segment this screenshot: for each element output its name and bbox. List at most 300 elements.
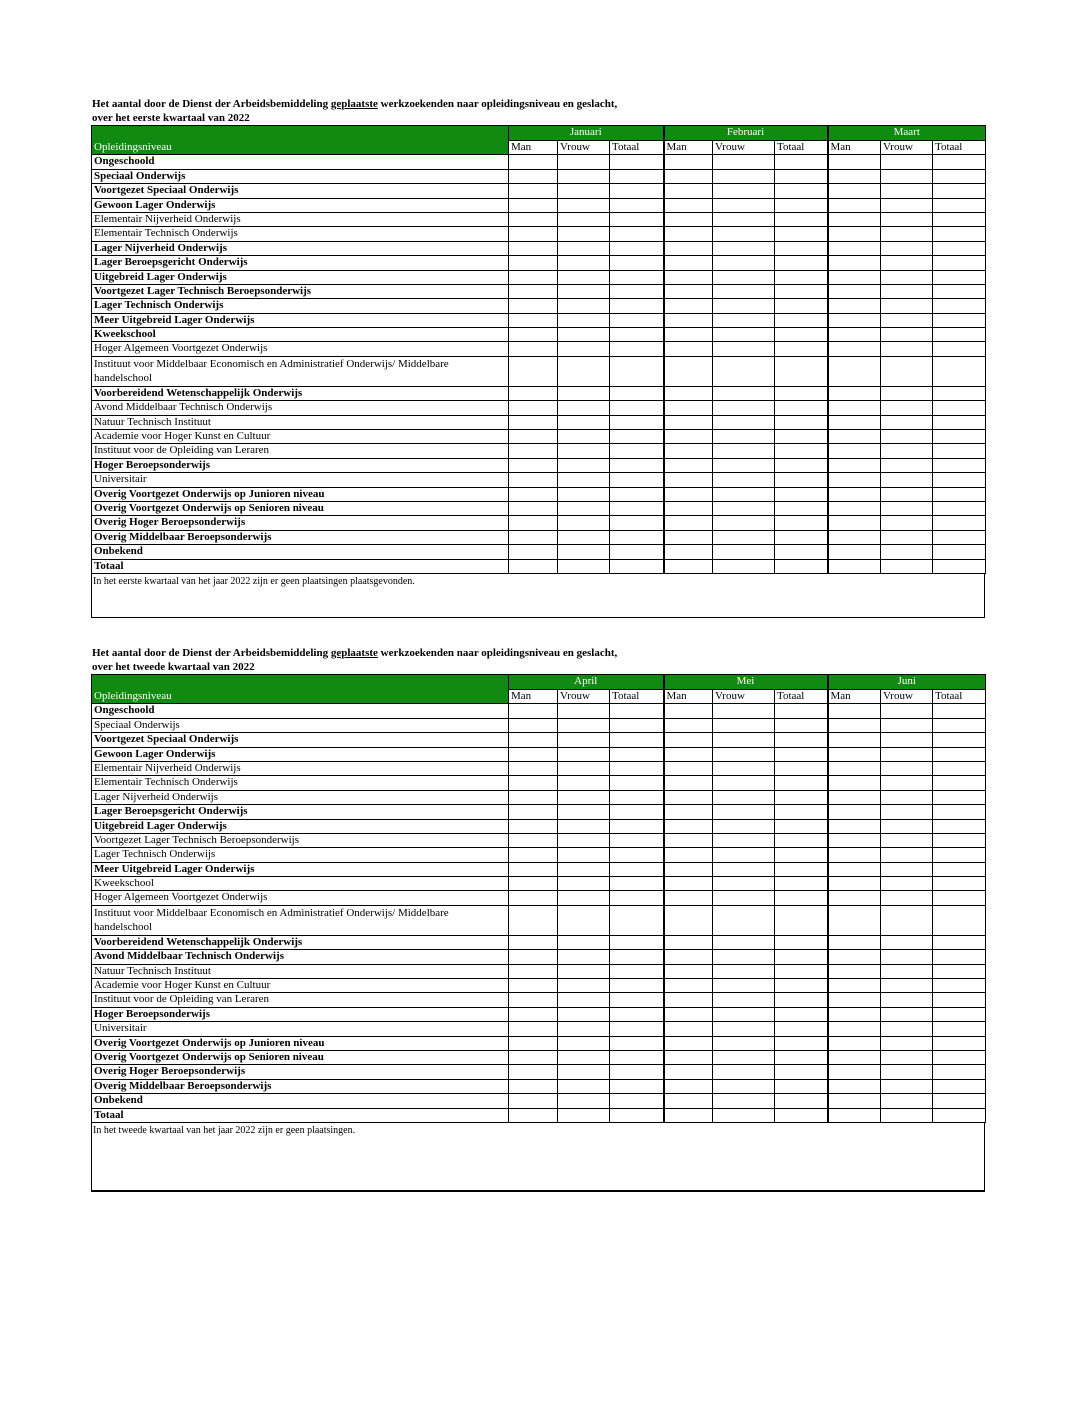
value-cell xyxy=(933,1079,986,1093)
value-cell xyxy=(558,862,610,876)
level-label: Overig Middelbaar Beroepsonderwijs xyxy=(92,1079,509,1093)
value-cell xyxy=(933,487,986,501)
value-cell xyxy=(713,805,775,819)
value-cell xyxy=(558,198,610,212)
value-cell xyxy=(610,1007,664,1021)
value-cell xyxy=(664,848,713,862)
month-header: Februari xyxy=(664,126,828,141)
value-cell xyxy=(610,386,664,400)
table-row xyxy=(92,501,986,515)
value-cell xyxy=(775,155,828,169)
level-column-header: Opleidingsniveau xyxy=(92,690,509,704)
value-cell xyxy=(509,761,558,775)
title-underlined-word: geplaatste xyxy=(330,647,378,659)
value-cell xyxy=(610,530,664,544)
value-cell xyxy=(713,473,775,487)
value-cell xyxy=(509,342,558,356)
value-cell xyxy=(664,284,713,298)
level-label: Totaal xyxy=(92,559,509,573)
value-cell xyxy=(509,473,558,487)
value-cell xyxy=(933,819,986,833)
value-cell xyxy=(881,270,933,284)
value-cell xyxy=(933,401,986,415)
value-cell xyxy=(509,227,558,241)
value-cell xyxy=(713,241,775,255)
table-row xyxy=(92,891,986,905)
value-cell xyxy=(933,328,986,342)
table-row xyxy=(92,993,986,1007)
value-cell xyxy=(558,1108,610,1122)
value-cell xyxy=(558,1079,610,1093)
table-row xyxy=(92,284,986,298)
gender-column-header: Vrouw xyxy=(713,690,775,704)
level-label: Meer Uitgebreid Lager Onderwijs xyxy=(92,313,509,327)
value-cell xyxy=(775,1065,828,1079)
value-cell xyxy=(509,313,558,327)
value-cell xyxy=(509,1007,558,1021)
value-cell xyxy=(558,169,610,183)
level-label: Elementair Technisch Onderwijs xyxy=(92,227,509,241)
value-cell xyxy=(664,299,713,313)
value-cell xyxy=(933,184,986,198)
value-cell xyxy=(509,284,558,298)
value-cell xyxy=(828,184,881,198)
value-cell xyxy=(881,386,933,400)
value-cell xyxy=(933,212,986,226)
value-cell xyxy=(664,516,713,530)
value-cell xyxy=(610,1050,664,1064)
value-cell xyxy=(664,1108,713,1122)
level-label: Overig Voortgezet Onderwijs op Senioren niveau xyxy=(92,501,509,515)
value-cell xyxy=(664,1050,713,1064)
value-cell xyxy=(775,848,828,862)
level-label: Universitair xyxy=(92,473,509,487)
value-cell xyxy=(713,458,775,472)
value-cell xyxy=(610,1036,664,1050)
table-subtitle: over het tweede kwartaal van 2022 xyxy=(92,661,255,673)
value-cell xyxy=(664,891,713,905)
value-cell xyxy=(509,501,558,515)
value-cell xyxy=(933,805,986,819)
value-cell xyxy=(933,386,986,400)
table-row xyxy=(92,227,986,241)
value-cell xyxy=(509,241,558,255)
value-cell xyxy=(509,905,558,935)
value-cell xyxy=(664,747,713,761)
value-cell xyxy=(558,733,610,747)
level-label: Instituut voor de Opleiding van Leraren xyxy=(92,444,509,458)
value-cell xyxy=(881,227,933,241)
value-cell xyxy=(610,430,664,444)
table-row xyxy=(92,184,986,198)
level-label: Instituut voor de Opleiding van Leraren xyxy=(92,993,509,1007)
level-label: Gewoon Lager Onderwijs xyxy=(92,198,509,212)
value-cell xyxy=(713,328,775,342)
table-row xyxy=(92,559,986,573)
value-cell xyxy=(509,950,558,964)
value-cell xyxy=(933,169,986,183)
value-cell xyxy=(775,1022,828,1036)
level-label: Kweekschool xyxy=(92,328,509,342)
level-label: Hoger Algemeen Voortgezet Onderwijs xyxy=(92,891,509,905)
value-cell xyxy=(775,993,828,1007)
value-cell xyxy=(509,790,558,804)
footnote: In het tweede kwartaal van het jaar 2022 zijn er geen plaatsingen. xyxy=(91,1123,985,1192)
value-cell xyxy=(664,877,713,891)
level-label: Hoger Algemeen Voortgezet Onderwijs xyxy=(92,342,509,356)
value-cell xyxy=(828,1094,881,1108)
value-cell xyxy=(828,1108,881,1122)
title-text: Het aantal door de Dienst der Arbeidsbemiddeling xyxy=(92,98,331,110)
value-cell xyxy=(713,559,775,573)
value-cell xyxy=(933,1007,986,1021)
value-cell xyxy=(558,1094,610,1108)
value-cell xyxy=(509,155,558,169)
value-cell xyxy=(828,356,881,386)
value-cell xyxy=(881,776,933,790)
value-cell xyxy=(558,950,610,964)
value-cell xyxy=(509,256,558,270)
value-cell xyxy=(881,1094,933,1108)
value-cell xyxy=(713,444,775,458)
value-cell xyxy=(775,241,828,255)
level-label: Universitair xyxy=(92,1022,509,1036)
value-cell xyxy=(713,1108,775,1122)
value-cell xyxy=(713,1050,775,1064)
table-row xyxy=(92,169,986,183)
value-cell xyxy=(713,184,775,198)
value-cell xyxy=(509,848,558,862)
value-cell xyxy=(664,313,713,327)
value-cell xyxy=(775,1007,828,1021)
value-cell xyxy=(713,790,775,804)
value-cell xyxy=(664,270,713,284)
value-cell xyxy=(828,1050,881,1064)
value-cell xyxy=(558,386,610,400)
value-cell xyxy=(610,950,664,964)
gender-column-header: Man xyxy=(509,141,558,155)
value-cell xyxy=(775,833,828,847)
value-cell xyxy=(509,776,558,790)
value-cell xyxy=(558,747,610,761)
value-cell xyxy=(775,891,828,905)
table-row xyxy=(92,155,986,169)
value-cell xyxy=(664,776,713,790)
value-cell xyxy=(881,1007,933,1021)
value-cell xyxy=(558,1065,610,1079)
level-column-header: Opleidingsniveau xyxy=(92,141,509,155)
value-cell xyxy=(610,356,664,386)
value-cell xyxy=(775,342,828,356)
value-cell xyxy=(881,545,933,559)
value-cell xyxy=(881,313,933,327)
value-cell xyxy=(881,979,933,993)
value-cell xyxy=(664,704,713,718)
value-cell xyxy=(933,950,986,964)
title-underlined-word: geplaatste xyxy=(330,98,378,110)
value-cell xyxy=(509,386,558,400)
value-cell xyxy=(558,227,610,241)
value-cell xyxy=(610,979,664,993)
gender-column-header: Vrouw xyxy=(881,690,933,704)
level-label: Voorbereidend Wetenschappelijk Onderwijs xyxy=(92,935,509,949)
value-cell xyxy=(828,905,881,935)
value-cell xyxy=(509,1050,558,1064)
value-cell xyxy=(828,862,881,876)
value-cell xyxy=(558,415,610,429)
gender-column-header: Totaal xyxy=(775,690,828,704)
level-label: Avond Middelbaar Technisch Onderwijs xyxy=(92,950,509,964)
value-cell xyxy=(610,1079,664,1093)
value-cell xyxy=(664,473,713,487)
value-cell xyxy=(828,530,881,544)
table-row xyxy=(92,1050,986,1064)
table-row xyxy=(92,848,986,862)
value-cell xyxy=(933,356,986,386)
value-cell xyxy=(933,1108,986,1122)
value-cell xyxy=(775,718,828,732)
value-cell xyxy=(664,1036,713,1050)
value-cell xyxy=(933,761,986,775)
value-cell xyxy=(610,299,664,313)
value-cell xyxy=(828,155,881,169)
value-cell xyxy=(933,747,986,761)
table-row xyxy=(92,979,986,993)
value-cell xyxy=(828,848,881,862)
value-cell xyxy=(509,733,558,747)
value-cell xyxy=(933,270,986,284)
value-cell xyxy=(775,299,828,313)
value-cell xyxy=(664,950,713,964)
value-cell xyxy=(558,761,610,775)
value-cell xyxy=(610,501,664,515)
gender-column-header: Vrouw xyxy=(713,141,775,155)
gender-column-header: Totaal xyxy=(933,690,986,704)
value-cell xyxy=(828,559,881,573)
value-cell xyxy=(933,1050,986,1064)
value-cell xyxy=(664,559,713,573)
level-label: Voortgezet Speciaal Onderwijs xyxy=(92,184,509,198)
value-cell xyxy=(933,155,986,169)
value-cell xyxy=(713,342,775,356)
value-cell xyxy=(828,877,881,891)
value-cell xyxy=(933,241,986,255)
header-blank-cell xyxy=(92,126,509,141)
value-cell xyxy=(933,559,986,573)
gender-column-header: Vrouw xyxy=(881,141,933,155)
table-row xyxy=(92,530,986,544)
value-cell xyxy=(933,718,986,732)
value-cell xyxy=(713,313,775,327)
level-label: Lager Technisch Onderwijs xyxy=(92,848,509,862)
level-label: Academie voor Hoger Kunst en Cultuur xyxy=(92,979,509,993)
value-cell xyxy=(881,256,933,270)
value-cell xyxy=(610,184,664,198)
value-cell xyxy=(775,473,828,487)
value-cell xyxy=(828,284,881,298)
value-cell xyxy=(558,1050,610,1064)
value-cell xyxy=(610,891,664,905)
value-cell xyxy=(558,1036,610,1050)
value-cell xyxy=(713,212,775,226)
level-label: Uitgebreid Lager Onderwijs xyxy=(92,270,509,284)
value-cell xyxy=(509,935,558,949)
value-cell xyxy=(775,313,828,327)
value-cell xyxy=(610,342,664,356)
level-label: Overig Hoger Beroepsonderwijs xyxy=(92,516,509,530)
value-cell xyxy=(713,155,775,169)
gender-column-header: Man xyxy=(664,141,713,155)
level-label: Totaal xyxy=(92,1108,509,1122)
value-cell xyxy=(881,993,933,1007)
value-cell xyxy=(713,415,775,429)
value-cell xyxy=(664,1079,713,1093)
value-cell xyxy=(664,458,713,472)
value-cell xyxy=(713,169,775,183)
value-cell xyxy=(610,877,664,891)
value-cell xyxy=(933,198,986,212)
level-label: Hoger Beroepsonderwijs xyxy=(92,458,509,472)
value-cell xyxy=(828,704,881,718)
value-cell xyxy=(558,241,610,255)
value-cell xyxy=(828,545,881,559)
value-cell xyxy=(664,733,713,747)
value-cell xyxy=(664,184,713,198)
value-cell xyxy=(509,862,558,876)
value-cell xyxy=(664,169,713,183)
value-cell xyxy=(610,704,664,718)
value-cell xyxy=(509,1094,558,1108)
value-cell xyxy=(881,891,933,905)
value-cell xyxy=(828,342,881,356)
value-cell xyxy=(610,284,664,298)
value-cell xyxy=(664,1094,713,1108)
value-cell xyxy=(610,862,664,876)
value-cell xyxy=(509,458,558,472)
value-cell xyxy=(509,1108,558,1122)
level-label: Voortgezet Lager Technisch Beroepsonderwijs xyxy=(92,284,509,298)
value-cell xyxy=(713,979,775,993)
table-row xyxy=(92,241,986,255)
table-row xyxy=(92,776,986,790)
value-cell xyxy=(713,733,775,747)
value-cell xyxy=(713,501,775,515)
value-cell xyxy=(775,905,828,935)
value-cell xyxy=(828,819,881,833)
value-cell xyxy=(933,256,986,270)
value-cell xyxy=(881,747,933,761)
value-cell xyxy=(664,790,713,804)
value-cell xyxy=(610,993,664,1007)
table-row xyxy=(92,342,986,356)
value-cell xyxy=(610,805,664,819)
value-cell xyxy=(664,862,713,876)
value-cell xyxy=(933,733,986,747)
value-cell xyxy=(713,776,775,790)
value-cell xyxy=(664,1022,713,1036)
level-label: Academie voor Hoger Kunst en Cultuur xyxy=(92,430,509,444)
value-cell xyxy=(610,1065,664,1079)
value-cell xyxy=(933,430,986,444)
value-cell xyxy=(558,964,610,978)
value-cell xyxy=(664,1007,713,1021)
value-cell xyxy=(881,430,933,444)
value-cell xyxy=(775,430,828,444)
value-cell xyxy=(713,950,775,964)
value-cell xyxy=(775,819,828,833)
table-row xyxy=(92,862,986,876)
value-cell xyxy=(610,848,664,862)
value-cell xyxy=(828,761,881,775)
value-cell xyxy=(881,516,933,530)
gender-column-header: Totaal xyxy=(775,141,828,155)
value-cell xyxy=(610,833,664,847)
value-cell xyxy=(828,401,881,415)
value-cell xyxy=(610,964,664,978)
value-cell xyxy=(558,833,610,847)
value-cell xyxy=(881,1108,933,1122)
value-cell xyxy=(509,1079,558,1093)
level-label: Voortgezet Lager Technisch Beroepsonderwijs xyxy=(92,833,509,847)
value-cell xyxy=(664,227,713,241)
value-cell xyxy=(610,761,664,775)
value-cell xyxy=(775,356,828,386)
value-cell xyxy=(881,356,933,386)
value-cell xyxy=(933,299,986,313)
value-cell xyxy=(775,950,828,964)
placements-table xyxy=(91,125,986,574)
value-cell xyxy=(881,877,933,891)
value-cell xyxy=(664,761,713,775)
value-cell xyxy=(509,993,558,1007)
value-cell xyxy=(713,487,775,501)
value-cell xyxy=(775,1050,828,1064)
level-label: Instituut voor Middelbaar Economisch en Administratief Onderwijs/ Middelbare handelschool xyxy=(92,905,509,935)
value-cell xyxy=(775,444,828,458)
value-cell xyxy=(610,516,664,530)
table-row xyxy=(92,877,986,891)
value-cell xyxy=(664,356,713,386)
value-cell xyxy=(881,761,933,775)
gender-column-header: Totaal xyxy=(610,141,664,155)
value-cell xyxy=(775,284,828,298)
value-cell xyxy=(933,227,986,241)
value-cell xyxy=(610,155,664,169)
value-cell xyxy=(664,964,713,978)
value-cell xyxy=(509,891,558,905)
level-label: Ongeschoold xyxy=(92,155,509,169)
level-label: Lager Beroepsgericht Onderwijs xyxy=(92,805,509,819)
value-cell xyxy=(828,415,881,429)
value-cell xyxy=(558,256,610,270)
value-cell xyxy=(713,270,775,284)
value-cell xyxy=(558,212,610,226)
level-label: Uitgebreid Lager Onderwijs xyxy=(92,819,509,833)
value-cell xyxy=(558,516,610,530)
value-cell xyxy=(509,718,558,732)
value-cell xyxy=(610,545,664,559)
value-cell xyxy=(881,284,933,298)
value-cell xyxy=(933,516,986,530)
month-header: Maart xyxy=(828,126,986,141)
value-cell xyxy=(509,819,558,833)
value-cell xyxy=(828,473,881,487)
value-cell xyxy=(664,198,713,212)
value-cell xyxy=(933,342,986,356)
value-cell xyxy=(775,487,828,501)
value-cell xyxy=(713,356,775,386)
value-cell xyxy=(933,313,986,327)
